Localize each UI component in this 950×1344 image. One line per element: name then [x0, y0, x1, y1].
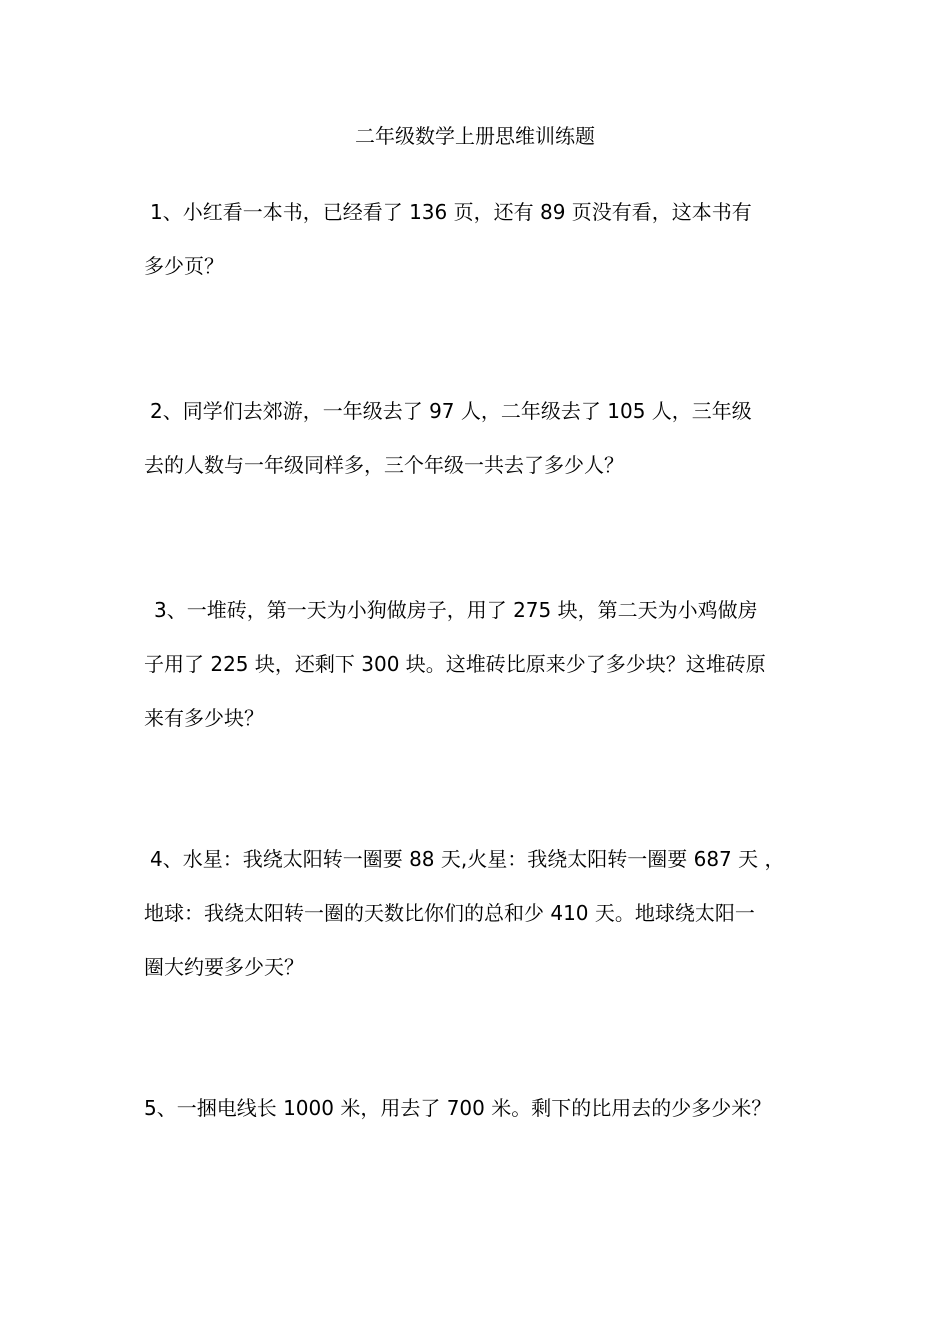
- question-line: 2、同学们去郊游，一年级去了 97 人，二年级去了 105 人，三年级: [150, 399, 752, 423]
- question-line: 来有多少块？: [144, 706, 264, 730]
- question-line: 子用了 225 块，还剩下 300 块。这堆砖比原来少了多少块？这堆砖原: [144, 652, 766, 676]
- question-line: 5、一捆电线长 1000 米，用去了 700 米。剩下的比用去的少多少米？: [144, 1096, 772, 1120]
- question-5: [144, 1081, 810, 1135]
- page-title: 二年级数学上册思维训练题: [355, 124, 595, 148]
- question-line: 圈大约要多少天？: [144, 955, 304, 979]
- question-line: 3、一堆砖，第一天为小狗做房子，用了 275 块，第二天为小鸡做房: [154, 598, 758, 622]
- question-2: [144, 384, 810, 492]
- question-line: 4、水星：我绕太阳转一圈要 88 天,火星：我绕太阳转一圈要 687 天 ，: [150, 847, 785, 871]
- question-3: [144, 583, 810, 745]
- question-line: 去的人数与一年级同样多，三个年级一共去了多少人？: [144, 453, 624, 477]
- question-line: 1、小红看一本书，已经看了 136 页，还有 89 页没有看，这本书有: [150, 200, 752, 224]
- question-4: [144, 832, 810, 994]
- question-line: 地球：我绕太阳转一圈的天数比你们的总和少 410 天。地球绕太阳一: [144, 901, 755, 925]
- question-1: [144, 185, 810, 293]
- question-line: 多少页？: [144, 254, 224, 278]
